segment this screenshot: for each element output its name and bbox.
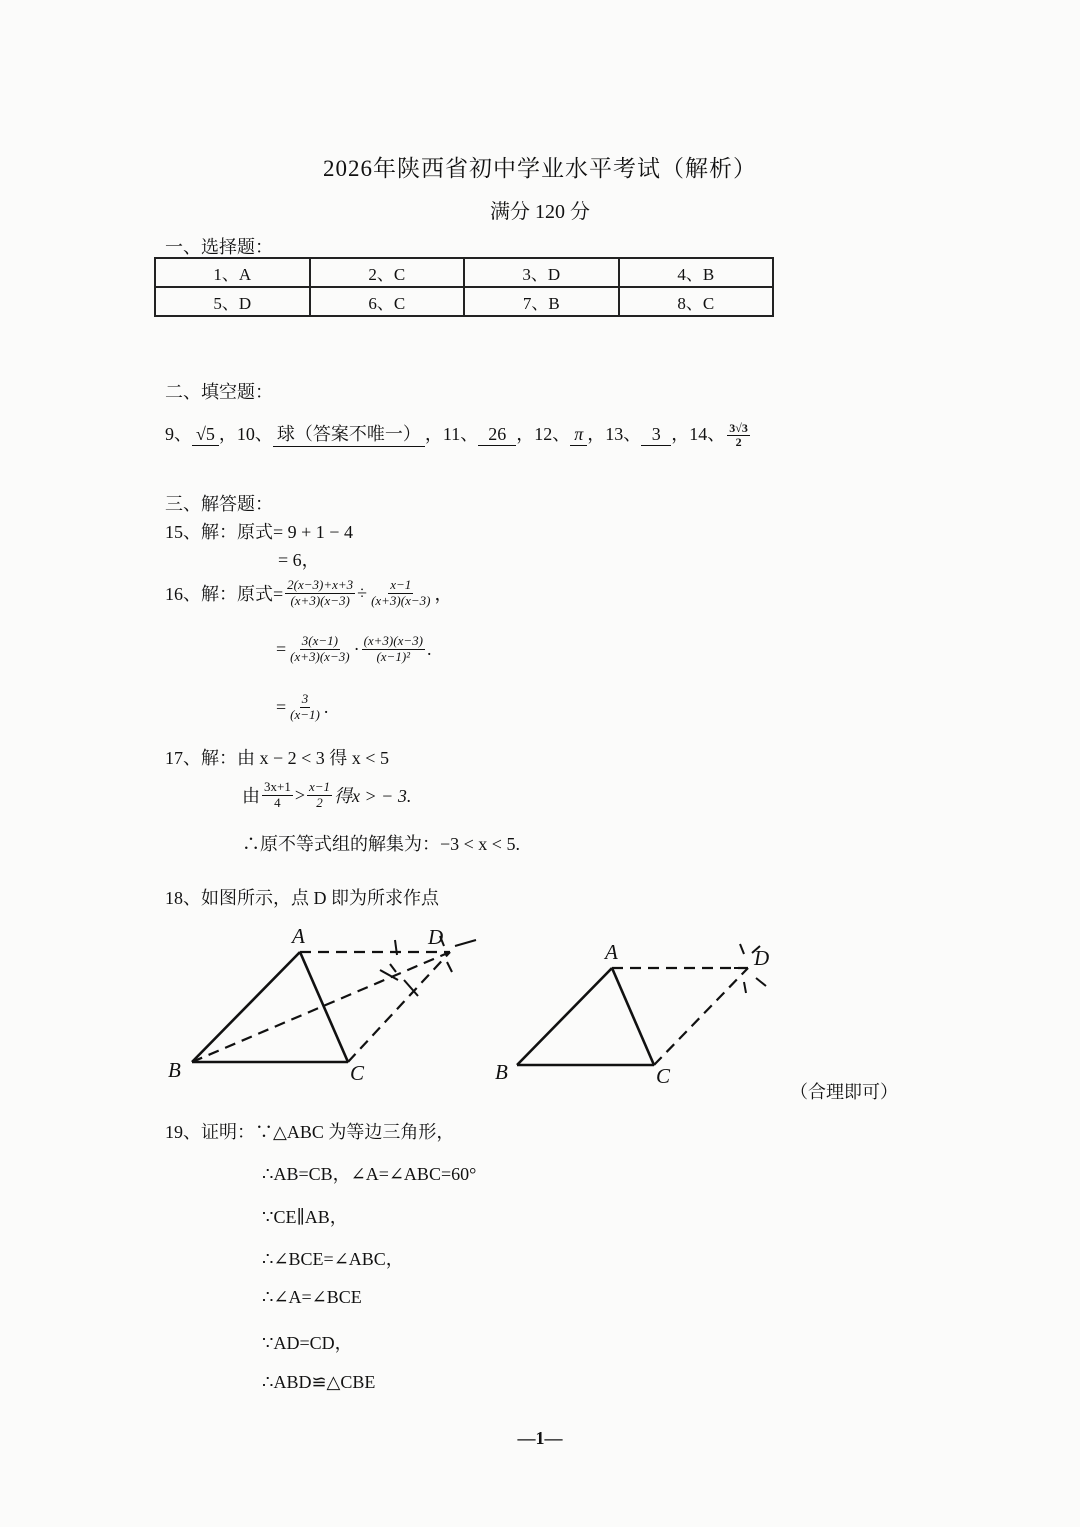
fraction-denominator: (x−1)	[290, 706, 320, 722]
q10-answer: 球（答案不唯一）	[273, 420, 425, 447]
q13-answer: 3	[641, 424, 671, 446]
dashed-line-cd	[654, 968, 748, 1065]
q18-line1: 18、如图所示，点 D 即为所求作点	[165, 888, 439, 908]
q16-label: 16、解：原式=	[165, 584, 284, 605]
fraction-denominator: 2	[735, 435, 742, 450]
greater-than-sign: >	[294, 784, 305, 805]
equals-sign: =	[276, 638, 287, 659]
answer-cell: 5、D	[155, 287, 310, 316]
q9-answer: √5	[192, 424, 219, 446]
total-score: 满分 120 分	[490, 201, 590, 223]
answer-cell: 8、C	[619, 287, 774, 316]
section-solutions-heading: 三、解答题：	[165, 494, 273, 514]
fraction-numerator: 3x+1	[264, 779, 291, 794]
q9-number: 9、	[165, 424, 192, 444]
vertex-label-a: A	[292, 924, 305, 948]
q11-answer: 26	[478, 424, 516, 446]
q19-line7: ∴ABD≌△CBE	[262, 1372, 376, 1392]
section-multiple-choice-heading: 一、选择题：	[165, 237, 273, 257]
q12-answer: π	[570, 424, 587, 446]
vertex-label-d: D	[754, 946, 770, 970]
equals-sign: =	[276, 696, 287, 717]
vertex-label-b: B	[168, 1058, 181, 1082]
q19-line6: ∵AD=CD，	[262, 1333, 353, 1353]
fraction-denominator: (x−1)²	[376, 648, 411, 664]
division-sign: ÷	[357, 582, 368, 603]
vertex-label-c: C	[656, 1064, 671, 1088]
multiplication-dot: ·	[353, 638, 360, 659]
answer-cell: 6、C	[310, 287, 465, 316]
q11-number: ，11、	[424, 424, 479, 444]
q17-line3: ∴原不等式组的解集为：−3 < x < 5.	[242, 834, 520, 854]
fraction-numerator: 2(x−3)+x+3	[287, 577, 354, 592]
q17-line1: 17、解：由 x − 2 < 3 得 x < 5	[165, 748, 389, 768]
q16-tail-1: ，	[434, 584, 453, 605]
q15-line1: 15、解：原式= 9 + 1 − 4	[165, 522, 353, 542]
q12-number: ，12、	[516, 424, 571, 444]
fraction-numerator: 3√3	[729, 420, 748, 435]
fraction-denominator: (x+3)(x−3)	[290, 592, 350, 608]
q17-pre: 由	[242, 786, 260, 807]
q13-number: ，13、	[587, 424, 642, 444]
vertex-label-a: A	[605, 940, 618, 964]
answer-cell: 2、C	[310, 258, 465, 287]
q16-tail-2: .	[426, 638, 432, 659]
page-number: —1—	[517, 1428, 563, 1448]
answer-cell: 4、B	[619, 258, 774, 287]
q19-line4: ∴∠BCE=∠ABC，	[262, 1249, 404, 1269]
q14-number: ，14、	[671, 424, 726, 444]
q19-line3: ∵CE∥AB，	[262, 1207, 348, 1227]
vertex-label-d: D	[428, 925, 444, 949]
q17-post: 得x > − 3.	[334, 786, 412, 807]
fraction-denominator: (x+3)(x−3)	[371, 592, 431, 608]
fraction-denominator: (x+3)(x−3)	[290, 648, 350, 664]
answer-cell: 3、D	[464, 258, 619, 287]
fraction-numerator: (x+3)(x−3)	[363, 633, 423, 648]
fraction-numerator: 3	[301, 691, 309, 706]
fraction-numerator: x−1	[309, 779, 331, 794]
vertex-label-b: B	[495, 1060, 508, 1084]
fraction-denominator: 2	[316, 794, 323, 810]
q18-note: （合理即可）	[790, 1082, 898, 1102]
section-fill-blank-heading: 二、填空题：	[165, 382, 273, 402]
fraction-denominator: 4	[274, 794, 281, 810]
q16-tail-3: .	[323, 696, 329, 717]
fraction-numerator: 3(x−1)	[301, 633, 338, 648]
triangle-side-ab	[517, 968, 612, 1065]
q15-line2: = 6，	[278, 550, 320, 570]
page-title: 2026年陕西省初中学业水平考试（解析）	[323, 156, 757, 181]
q10-number: ，10、	[218, 424, 273, 444]
vertex-label-c: C	[350, 1061, 365, 1085]
q19-line1: 19、证明：∵△ABC 为等边三角形，	[165, 1122, 455, 1142]
triangle-side-ac	[612, 968, 654, 1065]
q19-line5: ∴∠A=∠BCE	[262, 1287, 362, 1307]
q19-line2: ∴AB=CB，∠A=∠ABC=60°	[262, 1164, 477, 1184]
fraction-numerator: x−1	[390, 577, 412, 592]
answer-cell: 1、A	[155, 258, 310, 287]
answer-cell: 7、B	[464, 287, 619, 316]
